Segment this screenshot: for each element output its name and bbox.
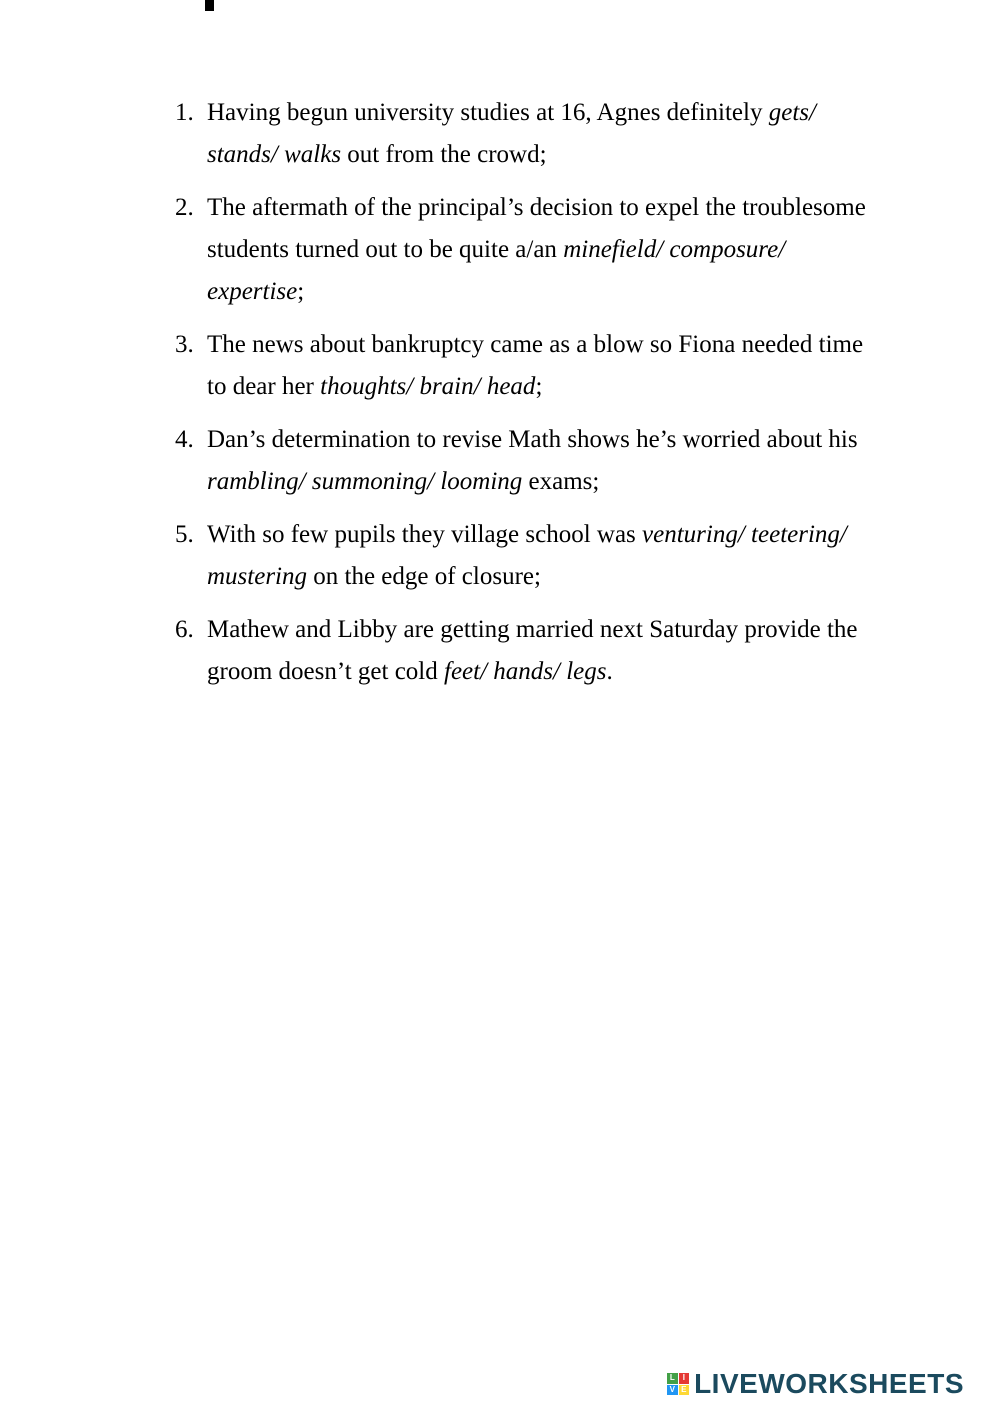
exercise-item-6 [175, 609, 887, 693]
item-options: feet/ hands/ legs [444, 658, 607, 685]
item-text [207, 609, 887, 693]
item-number: 5. [175, 521, 194, 548]
item-text-post: on the edge of closure; [307, 563, 541, 590]
item-text-post: . [606, 658, 613, 685]
liveworksheets-icon-cell: V [667, 1385, 678, 1396]
item-text-pre: With so few pupils they village school was [207, 521, 643, 548]
item-text-pre: The aftermath of the principal’s decision to expel the troublesome students turned out to be quite a/an [207, 194, 866, 263]
item-text [207, 92, 887, 176]
item-number: 3. [175, 331, 194, 358]
exercise-item-5 [175, 514, 887, 598]
item-text-pre: Mathew and Libby are getting married next Saturday provide the groom doesn’t get cold [207, 616, 858, 685]
item-number: 6. [175, 616, 194, 643]
liveworksheets-icon-cell: I [679, 1373, 690, 1384]
item-text-pre: The news about bankruptcy came as a blow so Fiona needed time to dear her [207, 331, 864, 400]
item-options: rambling/ summoning/ looming [207, 468, 523, 495]
item-text-post: exams; [522, 468, 600, 495]
liveworksheets-icon [667, 1373, 689, 1395]
exercise-item-1 [175, 92, 887, 176]
item-number: 1. [175, 99, 194, 126]
item-text [207, 324, 887, 408]
exercise-list [175, 92, 887, 704]
item-text [207, 514, 887, 598]
liveworksheets-watermark [667, 1368, 964, 1400]
item-options: venturing/ teetering/ mustering [207, 521, 847, 590]
item-options: minefield/ composure/ expertise [207, 236, 786, 305]
item-number: 4. [175, 426, 194, 453]
liveworksheets-wordmark: LIVEWORKSHEETS [694, 1368, 964, 1399]
item-text-post: out from the crowd; [341, 141, 547, 168]
item-options: gets/ stands/ walks [207, 99, 816, 168]
item-text-post: ; [535, 373, 543, 400]
liveworksheets-icon-cell: E [679, 1385, 690, 1396]
liveworksheets-icon-cell: L [667, 1373, 678, 1384]
item-number: 2. [175, 194, 194, 221]
item-text-pre: Having begun university studies at 16, Agnes definitely [207, 99, 769, 126]
item-text-pre: Dan’s determination to revise Math shows he’s worried about his [207, 426, 858, 453]
item-text [207, 419, 887, 503]
exercise-item-2 [175, 187, 887, 313]
exercise-item-3 [175, 324, 887, 408]
exercise-item-4 [175, 419, 887, 503]
item-text-post: ; [297, 278, 305, 305]
item-text [207, 187, 887, 313]
page-top-mark [205, 0, 214, 11]
item-options: thoughts/ brain/ head [320, 373, 536, 400]
